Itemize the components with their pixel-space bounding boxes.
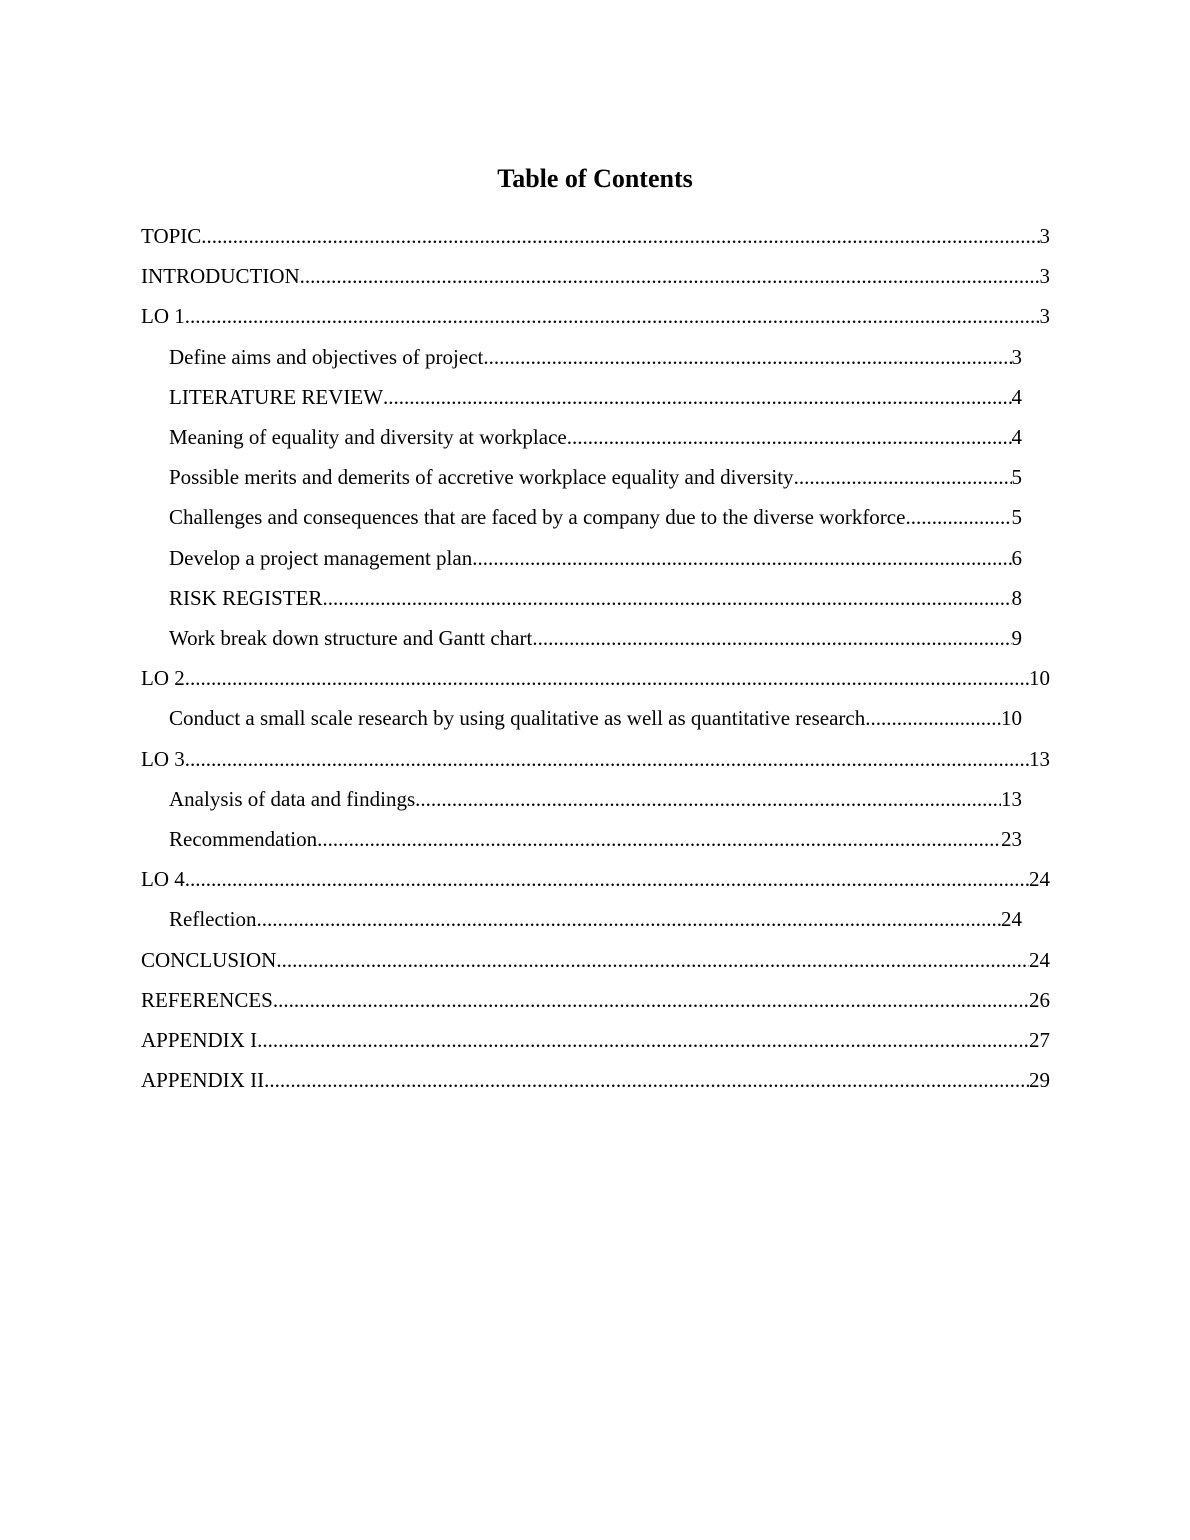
toc-entry[interactable] [169,382,1022,412]
toc-dot-leader [905,502,1011,532]
toc-entry[interactable] [169,623,1022,653]
toc-entry-page-number: 3 [1039,224,1050,248]
toc-dot-leader [264,1065,1029,1095]
toc-entry-page-number: 23 [1001,827,1022,851]
toc-entry-label: Possible merits and demerits of accretive workplace equality and diversity [169,465,794,490]
toc-entry[interactable] [141,864,1050,894]
toc-dot-leader [871,703,1001,733]
toc-dot-leader [185,744,1029,774]
toc-entry-page-number: 10 [1001,706,1022,731]
toc-entry-page-number: 29 [1029,1068,1050,1093]
toc-entry-label: LO 4 [141,867,185,892]
toc-dot-leader [300,261,1040,291]
toc-entry[interactable] [169,422,1022,452]
toc-dot-leader [317,824,1001,854]
toc-entry-label: Work break down structure and Gantt chart [169,626,533,650]
toc-entry[interactable] [141,744,1050,774]
toc-entry-label: Develop a project management plan [169,545,473,570]
toc-entry-page-number: 24 [1029,947,1050,972]
toc-entry-page-number: 13 [1001,786,1022,811]
toc-entry-label: LITERATURE REVIEW [169,384,384,409]
toc-entry-label: LO 2 [141,666,185,691]
toc-entry-label: LO 3 [141,746,185,771]
toc-dot-leader [322,583,1011,613]
toc-entry-page-number: 27 [1029,1028,1050,1052]
toc-entry-label: Challenges and consequences that are faced by a company due to the diverse workforce [169,505,906,530]
toc-dot-leader [483,342,1011,372]
toc-dot-leader [256,904,1001,934]
toc-dot-leader [532,623,1011,653]
toc-dot-leader [185,864,1029,894]
toc-entry[interactable] [169,784,1022,814]
toc-entry[interactable] [169,703,1022,733]
toc-entry[interactable] [169,342,1022,372]
toc-entry-page-number: 8 [1011,585,1022,610]
toc-entry[interactable] [141,663,1050,693]
toc-dot-leader [472,543,1011,573]
toc-entry-label: INTRODUCTION [141,264,300,289]
toc-entry-label: Recommendation [169,827,318,851]
toc-dot-leader [383,382,1011,412]
toc-entry[interactable] [169,462,1022,492]
toc-entry-label: APPENDIX I [141,1028,258,1052]
toc-dot-leader [415,784,1001,814]
toc-entry-page-number: 10 [1029,666,1050,691]
toc-dot-leader [185,663,1029,693]
toc-entry-page-number: 3 [1039,264,1050,289]
toc-entry[interactable] [141,1025,1050,1055]
toc-entry[interactable] [141,301,1050,331]
toc-title: Table of Contents [497,164,693,193]
toc-entry-label: Define aims and objectives of project [169,344,484,369]
toc-entry-label: APPENDIX II [141,1068,265,1093]
toc-entry[interactable] [169,583,1022,613]
toc-entry-page-number: 5 [1011,465,1022,490]
toc-dot-leader [276,945,1029,975]
toc-entry-label: LO 1 [141,304,185,329]
toc-entry[interactable] [141,1065,1050,1095]
toc-entry[interactable] [141,221,1050,251]
toc-entry-label: CONCLUSION [141,947,277,972]
toc-entry-page-number: 24 [1001,907,1022,932]
toc-entry-label: Meaning of equality and diversity at workplace [169,425,567,449]
toc-dot-leader [185,301,1040,331]
toc-entry-page-number: 4 [1011,425,1022,449]
toc-entry-page-number: 6 [1011,545,1022,570]
toc-entry[interactable] [169,543,1022,573]
toc-entry-page-number: 4 [1011,384,1022,409]
toc-dot-leader [201,221,1039,251]
toc-dot-leader [567,422,1012,452]
toc-entry-page-number: 3 [1011,344,1022,369]
toc-entry-label: TOPIC [141,224,202,248]
toc-entry[interactable] [141,985,1050,1015]
toc-entry-page-number: 3 [1039,304,1050,329]
toc-entry[interactable] [169,502,1022,532]
toc-entry-label: Reflection [169,907,257,932]
toc-entry-page-number: 5 [1011,505,1022,530]
toc-dot-leader [273,985,1029,1015]
toc-entry-page-number: 24 [1029,867,1050,892]
toc-dot-leader [257,1025,1029,1055]
toc-entry-page-number: 13 [1029,746,1050,771]
toc-entry-page-number: 9 [1011,626,1022,650]
toc-entry-label: REFERENCES [141,987,273,1012]
toc-dot-leader [794,462,1012,492]
toc-entry-label: Analysis of data and findings [169,786,416,811]
toc-entry-label: RISK REGISTER [169,585,323,610]
toc-entry[interactable] [141,945,1050,975]
toc-entry-label: Conduct a small scale research by using qualitative as well as quantitative research. [169,706,871,731]
toc-entry[interactable] [169,824,1022,854]
toc-entry[interactable] [169,904,1022,934]
toc-entry[interactable] [141,261,1050,291]
toc-entry-page-number: 26 [1029,987,1050,1012]
